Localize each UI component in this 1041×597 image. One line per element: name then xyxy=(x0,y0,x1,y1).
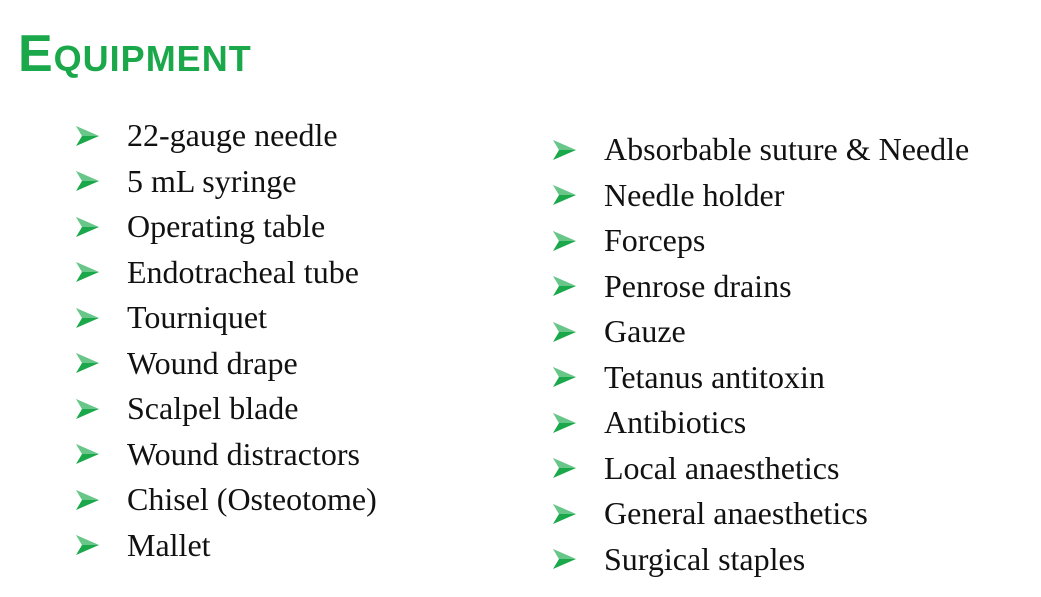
green-arrowhead-icon xyxy=(74,170,127,192)
list-item-label: Endotracheal tube xyxy=(127,253,359,290)
green-arrowhead-icon xyxy=(74,352,127,374)
list-item xyxy=(74,386,377,432)
list-item-label: Gauze xyxy=(604,313,686,350)
list-item xyxy=(74,159,377,205)
green-arrowhead-icon xyxy=(74,398,127,420)
green-arrowhead-icon xyxy=(551,139,604,161)
list-item xyxy=(551,173,969,219)
list-item xyxy=(551,309,969,355)
list-item xyxy=(551,400,969,446)
list-item xyxy=(551,537,969,583)
list-item xyxy=(551,127,969,173)
list-item-label: Forceps xyxy=(604,222,706,259)
list-item xyxy=(74,432,377,478)
green-arrowhead-icon xyxy=(551,230,604,252)
list-item-label: Local anaesthetics xyxy=(604,449,840,486)
green-arrowhead-icon xyxy=(551,321,604,343)
list-item-label: Penrose drains xyxy=(604,267,792,304)
equipment-list-left xyxy=(74,113,377,568)
list-item-label: Mallet xyxy=(127,526,211,563)
list-item-label: Tourniquet xyxy=(127,299,267,336)
green-arrowhead-icon xyxy=(74,307,127,329)
green-arrowhead-icon xyxy=(74,534,127,556)
list-item xyxy=(74,477,377,523)
list-item-label: Antibiotics xyxy=(604,404,747,441)
green-arrowhead-icon xyxy=(551,412,604,434)
list-item xyxy=(74,250,377,296)
green-arrowhead-icon xyxy=(551,548,604,570)
green-arrowhead-icon xyxy=(74,489,127,511)
green-arrowhead-icon xyxy=(551,457,604,479)
list-item-label: Surgical staples xyxy=(604,540,806,577)
list-item-label: 22-gauge needle xyxy=(127,117,338,154)
list-item xyxy=(551,218,969,264)
list-item-label: Needle holder xyxy=(604,176,785,213)
list-item xyxy=(551,491,969,537)
list-item xyxy=(551,264,969,310)
list-item xyxy=(551,355,969,401)
green-arrowhead-icon xyxy=(74,261,127,283)
equipment-list-right xyxy=(551,127,969,582)
slide-title: Equipment xyxy=(18,25,252,83)
list-item-label: Wound drape xyxy=(127,344,298,381)
green-arrowhead-icon xyxy=(551,184,604,206)
list-item xyxy=(74,204,377,250)
list-item xyxy=(74,113,377,159)
green-arrowhead-icon xyxy=(551,366,604,388)
list-item-label: 5 mL syringe xyxy=(127,162,297,199)
list-item xyxy=(551,446,969,492)
list-item-label: Operating table xyxy=(127,208,326,245)
list-item-label: Wound distractors xyxy=(127,435,360,472)
green-arrowhead-icon xyxy=(551,275,604,297)
green-arrowhead-icon xyxy=(74,443,127,465)
green-arrowhead-icon xyxy=(74,216,127,238)
green-arrowhead-icon xyxy=(74,125,127,147)
green-arrowhead-icon xyxy=(551,503,604,525)
list-item-label: Tetanus antitoxin xyxy=(604,358,825,395)
list-item-label: Absorbable suture & Needle xyxy=(604,131,970,168)
list-item-label: Scalpel blade xyxy=(127,390,299,427)
list-item-label: General anaesthetics xyxy=(604,495,868,532)
list-item xyxy=(74,341,377,387)
list-item xyxy=(74,295,377,341)
list-item xyxy=(74,523,377,569)
list-item-label: Chisel (Osteotome) xyxy=(127,481,377,518)
